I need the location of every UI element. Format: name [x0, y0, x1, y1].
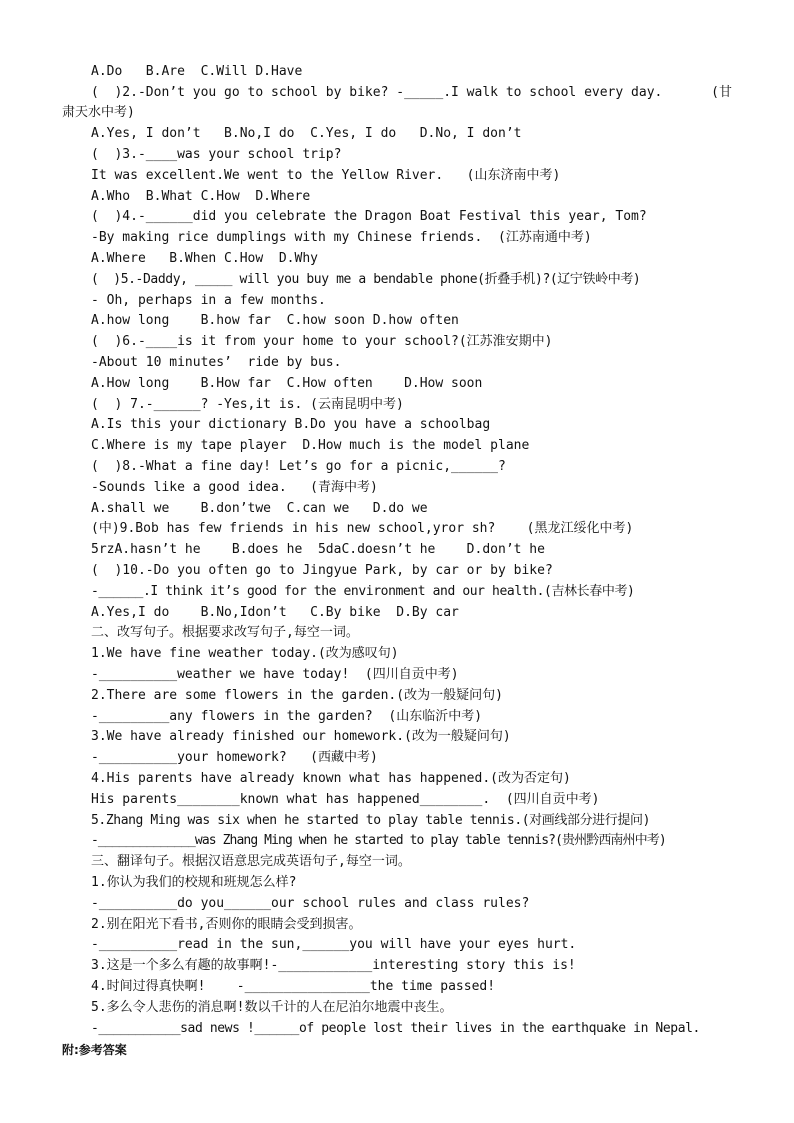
- rewrite-3-prompt: 3.We have already finished our homework.(改为一般疑问句): [91, 729, 511, 744]
- translate-3: 3.这是一个多么有趣的故事啊!-____________interesting story this is!: [91, 958, 576, 973]
- q7-options-ab: A.Is this your dictionary B.Do you have a schoolbag: [91, 417, 491, 432]
- rewrite-3-blank: -__________your homework? (西藏中考): [91, 750, 378, 765]
- q4-options: A.Where B.When C.How D.Why: [91, 251, 318, 266]
- rewrite-4-blank: His parents________known what has happened________. (四川自贡中考): [91, 792, 600, 807]
- q9-question: (中)9.Bob has few friends in his new school,yror sh? (黑龙江绥化中考): [91, 521, 634, 536]
- q2-options: A.Yes, I don’t B.No,I do C.Yes, I do D.No, I don’t: [91, 126, 522, 141]
- q6-options: A.How long B.How far C.How often D.How soon: [91, 376, 483, 391]
- q7-options-cd: C.Where is my tape player D.How much is the model plane: [91, 438, 530, 453]
- q2-source-end: 肃天水中考): [62, 105, 135, 120]
- translate-1-prompt: 1.你认为我们的校规和班规怎么样?: [91, 875, 297, 890]
- q5-question: ( )5.-Daddy, _____ will you buy me a bendable phone(折叠手机)?(辽宁铁岭中考): [91, 272, 641, 287]
- translate-5-blank: -___________sad news !______of people lost their lives in the earthquake in Nepal.: [91, 1021, 700, 1036]
- q7-question: ( ) 7.-______? -Yes,it is. (云南昆明中考): [91, 397, 404, 412]
- rewrite-2-blank: -_________any flowers in the garden? (山东临沂中考): [91, 709, 483, 724]
- q6-answer: -About 10 minutes’ ride by bus.: [91, 355, 342, 370]
- q10-question: ( )10.-Do you often go to Jingyue Park, by car or by bike?: [91, 563, 553, 578]
- rewrite-5-blank: -______________was Zhang Ming when he started to play table tennis?(贵州黔西南州中考): [91, 833, 666, 848]
- q5-answer: - Oh, perhaps in a few months.: [91, 293, 326, 308]
- q4-answer: -By making rice dumplings with my Chinese friends. (江苏南通中考): [91, 230, 592, 245]
- rewrite-4-prompt: 4.His parents have already known what has happened.(改为否定句): [91, 771, 571, 786]
- translate-5-prompt: 5.多么令人悲伤的消息啊!数以千计的人在尼泊尔地震中丧生。: [91, 1000, 453, 1015]
- q3-options: A.Who B.What C.How D.Where: [91, 189, 311, 204]
- rewrite-2-prompt: 2.There are some flowers in the garden.(改为一般疑问句): [91, 688, 503, 703]
- translate-4: 4.时间过得真快啊! -________________the time passed!: [91, 979, 496, 994]
- q6-question: ( )6.-____is it from your home to your school?(江苏淮安期中): [91, 334, 553, 349]
- rewrite-1-prompt: 1.We have fine weather today.(改为感叹句): [91, 646, 399, 661]
- q4-question: ( )4.-______did you celebrate the Dragon Boat Festival this year, Tom?: [91, 209, 647, 224]
- section-2-heading: 二、改写句子。根据要求改写句子,每空一词。: [91, 625, 359, 640]
- q1-options: A.Do B.Are C.Will D.Have: [91, 64, 303, 79]
- q10-answer: -______.I think it’s good for the environment and our health.(吉林长春中考): [91, 584, 635, 599]
- translate-2-prompt: 2.别在阳光下看书,否则你的眼睛会受到损害。: [91, 917, 362, 932]
- rewrite-5-prompt: 5.Zhang Ming was six when he started to play table tennis.(对画线部分进行提问): [91, 813, 651, 828]
- q5-options: A.how long B.how far C.how soon D.how often: [91, 313, 459, 328]
- section-3-heading: 三、翻译句子。根据汉语意思完成英语句子,每空一词。: [91, 854, 411, 869]
- translate-2-blank: -__________read in the sun,______you will have your eyes hurt.: [91, 937, 577, 952]
- q10-options: A.Yes,I do B.No,Idon’t C.By bike D.By car: [91, 605, 459, 620]
- translate-1-blank: -__________do you______our school rules and class rules?: [91, 896, 530, 911]
- q8-question: ( )8.-What a fine day! Let’s go for a picnic,______?: [91, 459, 506, 474]
- q2-text: ( )2.-Don’t you go to school by bike? -_____.I walk to school every day.: [91, 85, 663, 100]
- q2-question: [91, 83, 732, 103]
- q8-options: A.shall we B.don’twe C.can we D.do we: [91, 501, 428, 516]
- q8-answer: -Sounds like a good idea. (青海中考): [91, 480, 378, 495]
- q3-question: ( )3.-____was your school trip?: [91, 147, 342, 162]
- q2-source-start: (甘: [711, 85, 732, 100]
- rewrite-1-blank: -__________weather we have today! (四川自贡中考): [91, 667, 459, 682]
- q3-answer: It was excellent.We went to the Yellow River. (山东济南中考): [91, 168, 561, 183]
- answer-key-heading: 附:参考答案: [62, 1043, 127, 1057]
- q9-options: 5rzA.hasn’t he B.does he 5daC.doesn’t he D.don’t he: [91, 542, 545, 557]
